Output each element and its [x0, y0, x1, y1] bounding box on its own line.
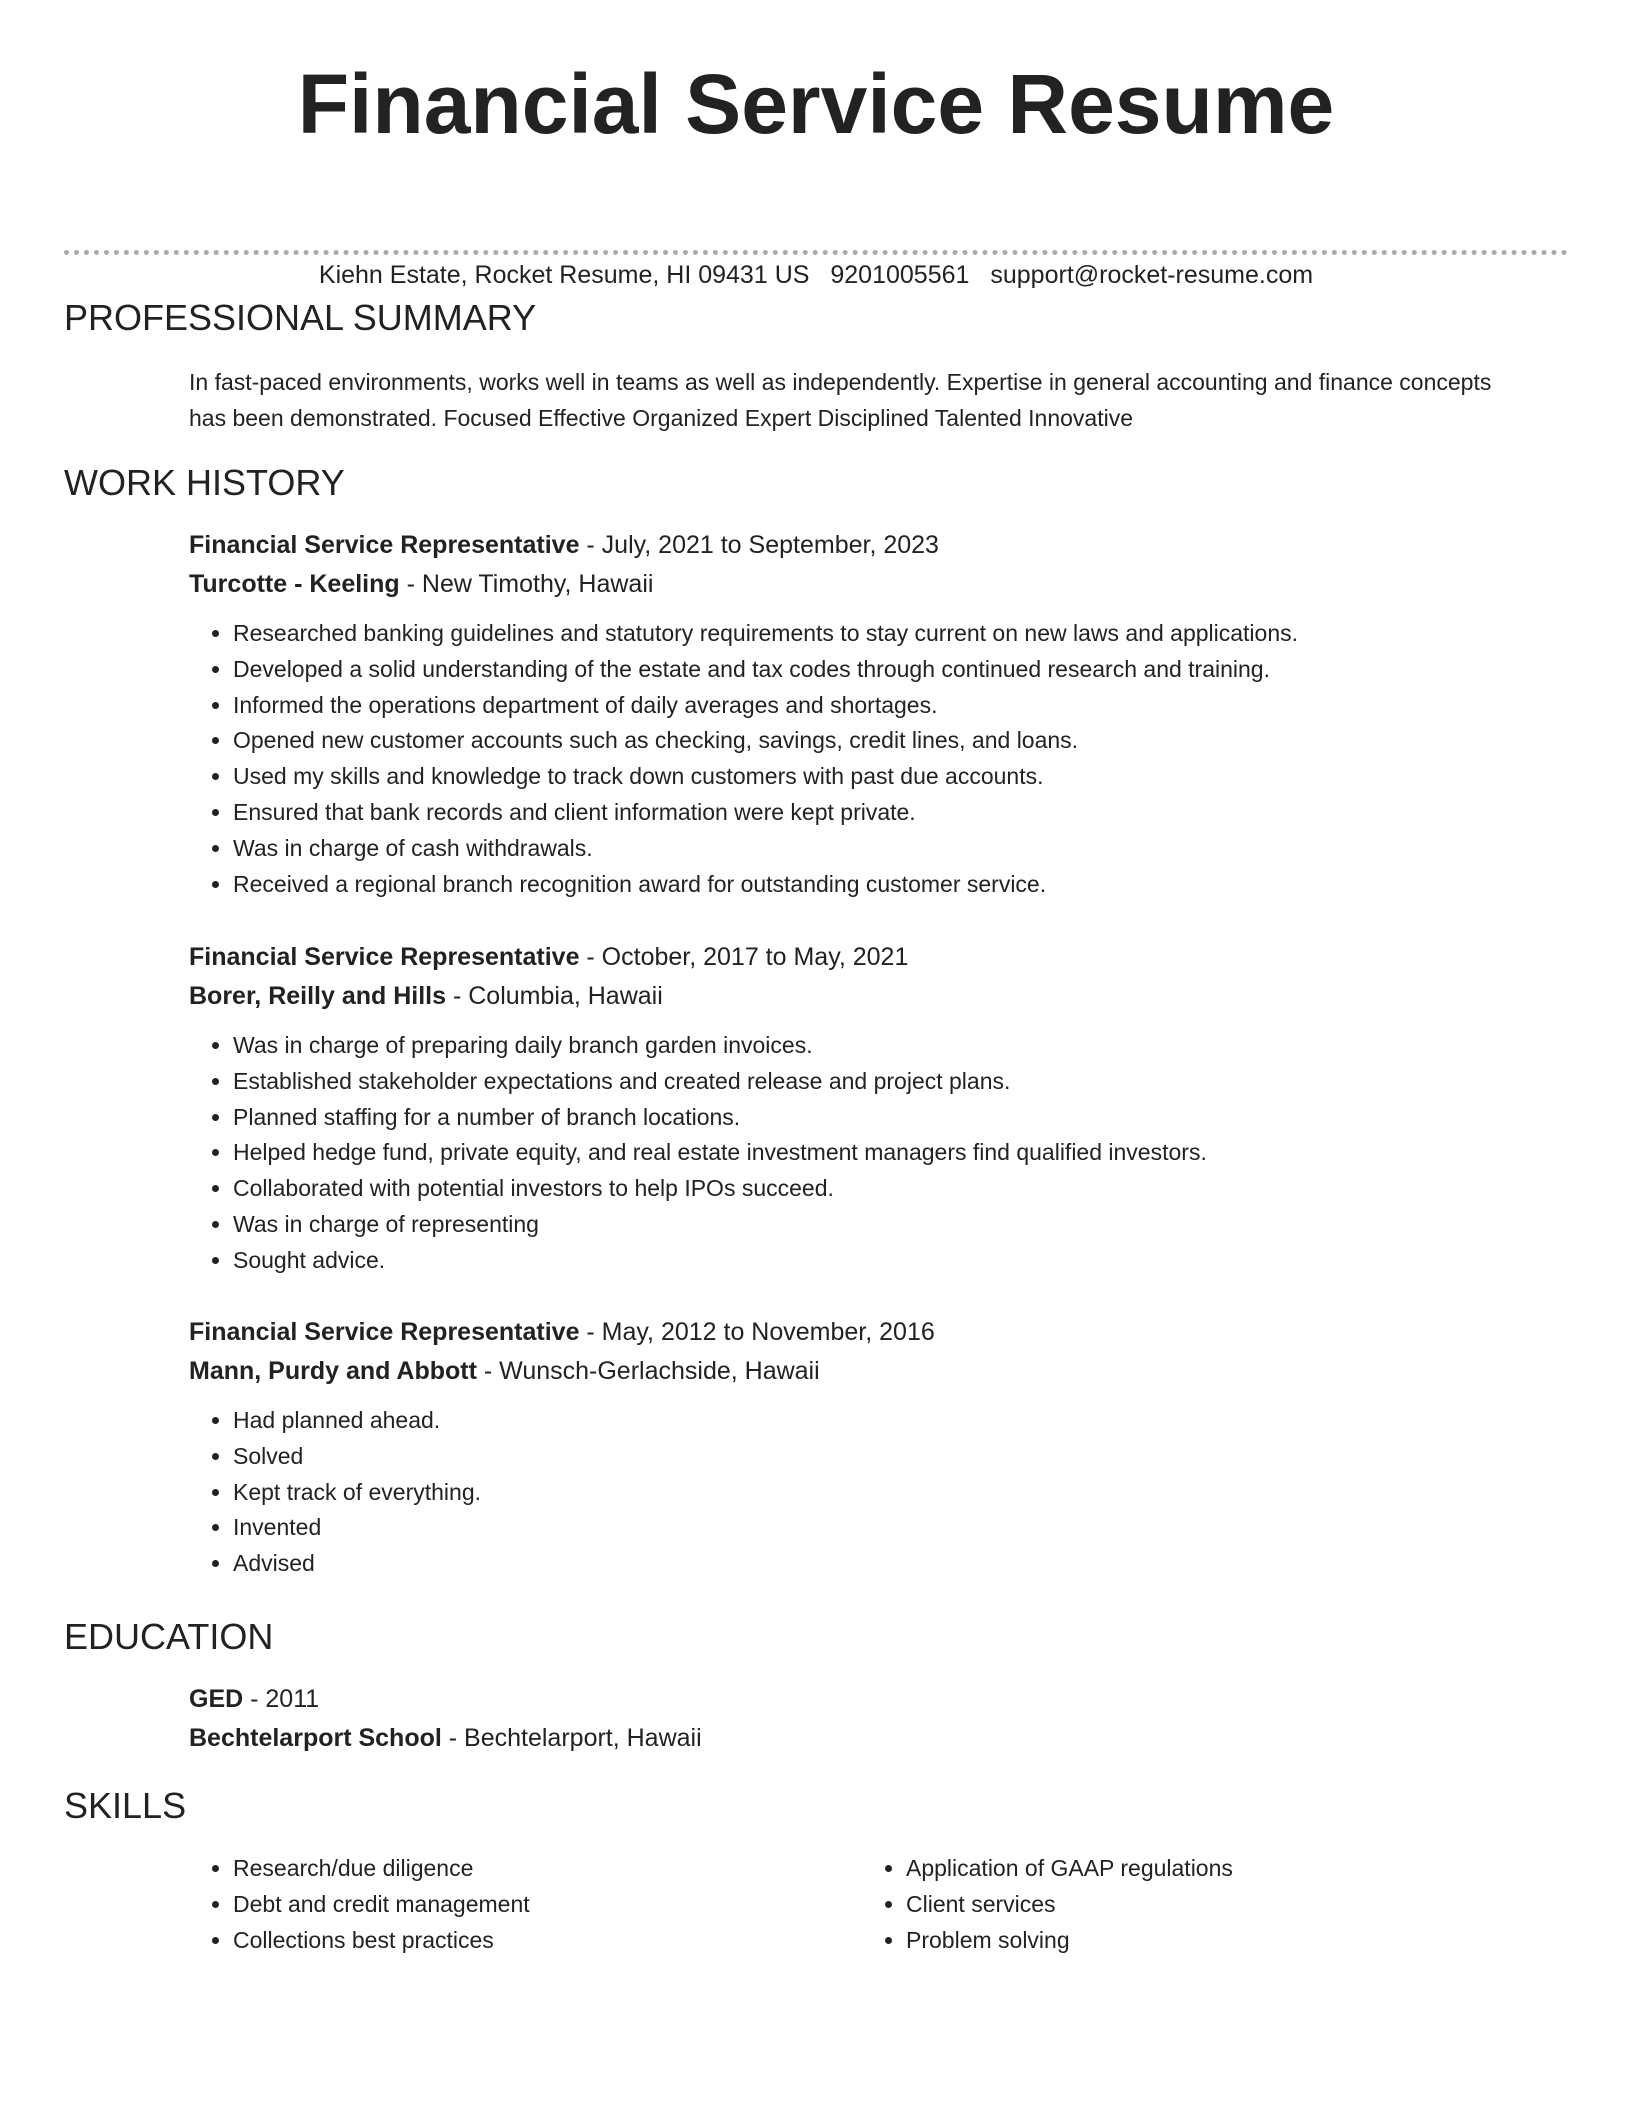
list-item: • Invented: [233, 1510, 1519, 1546]
list-item: • Solved: [233, 1439, 1519, 1475]
skills-column-right: [862, 1850, 1512, 1958]
job-company-line: [189, 1352, 1519, 1391]
list-item: • Sought advice.: [233, 1243, 1519, 1279]
section-title-education: EDUCATION: [64, 1616, 274, 1657]
list-item: • Debt and credit management: [233, 1886, 839, 1922]
job-location: - Wunsch-Gerlachside, Hawaii: [476, 1357, 820, 1385]
list-item: • Developed a solid understanding of the estate and tax codes through continued research and training.: [233, 652, 1519, 688]
job-bullets: [189, 1028, 1519, 1279]
education-school: Bechtelarport School: [189, 1724, 442, 1752]
job-role: Financial Service Representative: [189, 531, 580, 559]
list-item: • Used my skills and knowledge to track down customers with past due accounts.: [233, 759, 1519, 795]
job-title-line: [189, 938, 1519, 977]
list-item: • Planned staffing for a number of branch locations.: [233, 1100, 1519, 1136]
list-item: • Opened new customer accounts such as checking, savings, credit lines, and loans.: [233, 723, 1519, 759]
job-bullets: [189, 1403, 1519, 1582]
list-item: • Client services: [906, 1886, 1512, 1922]
job-entry: [189, 938, 1519, 1279]
summary-block: [189, 364, 1519, 436]
education-degree: GED: [189, 1685, 244, 1713]
list-item: • Informed the operations department of daily averages and shortages.: [233, 688, 1519, 724]
job-dates: - July, 2021 to September, 2023: [579, 531, 939, 559]
list-item: • Established stakeholder expectations and created release and project plans.: [233, 1064, 1519, 1100]
contact-line: [0, 260, 1632, 290]
list-item: • Research/due diligence: [233, 1850, 839, 1886]
list-item: • Problem solving: [906, 1922, 1512, 1958]
list-item: • Received a regional branch recognition award for outstanding customer service.: [233, 867, 1519, 903]
list-item: • Ensured that bank records and client information were kept private.: [233, 795, 1519, 831]
resume-title: Financial Service Resume: [297, 57, 1335, 151]
list-item: • Collaborated with potential investors to help IPOs succeed.: [233, 1171, 1519, 1207]
job-company: Borer, Reilly and Hills: [189, 982, 447, 1010]
education-degree-line: [189, 1680, 1519, 1719]
skills-column-left: [189, 1850, 839, 1958]
education-year: - 2011: [243, 1685, 320, 1713]
section-title-summary: PROFESSIONAL SUMMARY: [64, 297, 537, 338]
list-item: • Had planned ahead.: [233, 1403, 1519, 1439]
job-location: - New Timothy, Hawaii: [399, 570, 654, 598]
job-role: Financial Service Representative: [189, 943, 580, 971]
list-item: • Was in charge of preparing daily branch garden invoices.: [233, 1028, 1519, 1064]
job-entry: [189, 526, 1519, 902]
job-company-line: [189, 977, 1519, 1016]
list-item: • Advised: [233, 1546, 1519, 1582]
education-location: - Bechtelarport, Hawaii: [441, 1724, 702, 1752]
job-dates: - October, 2017 to May, 2021: [579, 943, 909, 971]
job-title-line: [189, 526, 1519, 565]
job-dates: - May, 2012 to November, 2016: [579, 1318, 935, 1346]
list-item: • Helped hedge fund, private equity, and real estate investment managers find qualified investors.: [233, 1135, 1519, 1171]
list-item: • Kept track of everything.: [233, 1475, 1519, 1511]
list-item: • Researched banking guidelines and statutory requirements to stay current on new laws and applications.: [233, 616, 1519, 652]
list-item: • Was in charge of representing: [233, 1207, 1519, 1243]
education-school-line: [189, 1719, 1519, 1758]
job-location: - Columbia, Hawaii: [446, 982, 663, 1010]
list-item: • Application of GAAP regulations: [906, 1850, 1512, 1886]
contact-email: support@rocket-resume.com: [990, 261, 1314, 289]
list-item: • Collections best practices: [233, 1922, 839, 1958]
job-title-line: [189, 1313, 1519, 1352]
job-company: Mann, Purdy and Abbott: [189, 1357, 477, 1385]
job-bullets: [189, 616, 1519, 902]
skills-list: [189, 1850, 839, 1958]
section-title-work: WORK HISTORY: [64, 462, 345, 503]
education-entry: [189, 1680, 1519, 1758]
job-entry: [189, 1313, 1519, 1582]
list-item: • Was in charge of cash withdrawals.: [233, 831, 1519, 867]
skills-list: [862, 1850, 1512, 1958]
contact-address: Kiehn Estate, Rocket Resume, HI 09431 US: [318, 261, 810, 289]
job-company-line: [189, 565, 1519, 604]
job-role: Financial Service Representative: [189, 1318, 580, 1346]
job-company: Turcotte - Keeling: [189, 570, 400, 598]
summary-text: In fast-paced environments, works well in teams as well as independently. Expertise in general accounting and finance concepts has been demonstrated. Focused Effective Organized Expert Disciplined Talented Innovative: [189, 369, 1492, 431]
contact-phone: 9201005561: [830, 261, 970, 289]
section-title-skills: SKILLS: [64, 1785, 187, 1826]
header-divider: [64, 250, 1568, 255]
